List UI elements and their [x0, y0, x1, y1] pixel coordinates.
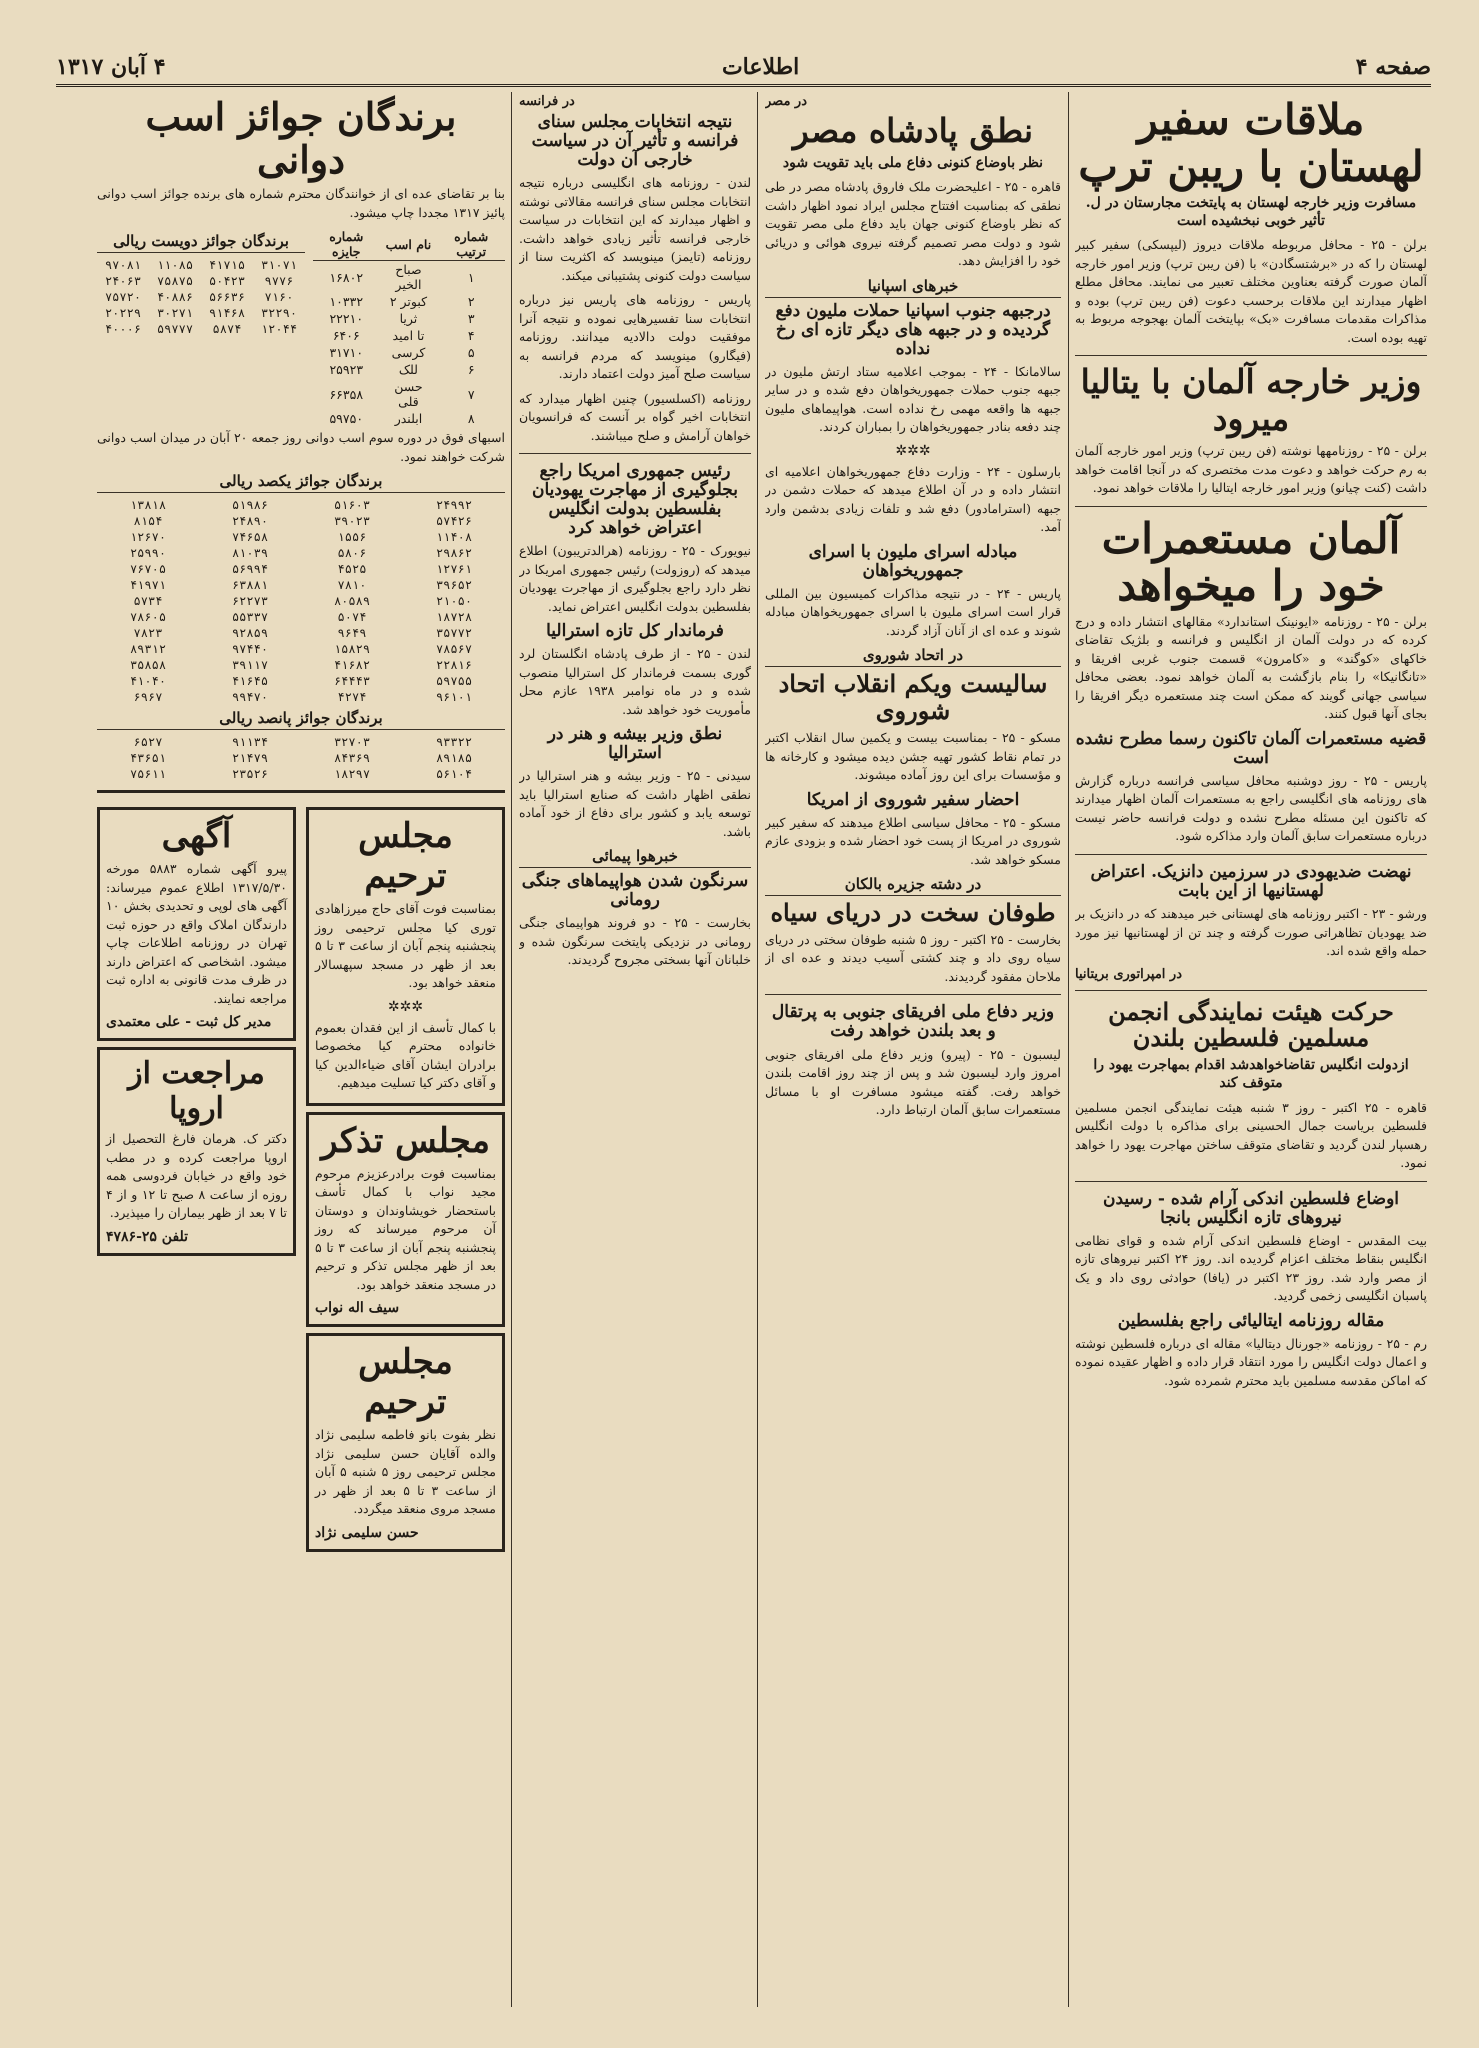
notice-return-from-europe — [97, 1047, 296, 1256]
ticket-number: ۳۵۸۵۸ — [129, 658, 167, 673]
notice-signature: حسن سلیمی نژاد — [315, 1524, 419, 1541]
ticket-number: ۹۶۴۹ — [337, 626, 367, 641]
ticket-number: ۱۳۸۱۸ — [129, 498, 167, 513]
horse-cell-no: ۸ — [467, 411, 475, 427]
horse-cell-horse: تا امید — [392, 328, 425, 344]
table-row — [97, 593, 505, 609]
article-body: قاهره - ۲۵ - اعلیحضرت ملک فاروق پادشاه مصر در طی نطقی که بمناسبت افتتاح مجلس ایراد نمود اظهار داشت که نظر باوضاع کنونی جهان باید دفاع ملی مصر تقویت شود و دولت مصر تصمیم گرفته نیروی هوائی و دریائی خود را افزایش دهد. — [765, 179, 1061, 269]
notice-body: بمناسبت فوت برادرعزیزم مرحوم مجید نواب با کمال تأسف باستحضار خویشاوندان و دوستان آن مرحوم میرساند که روز پنجشنبه پنجم آبان از ساعت ۳ تا ۵ بعد از ظهر مجلس تذکر و ترحیم در مسجد منعقد خواهد بود. — [315, 1165, 497, 1292]
table-row — [97, 545, 505, 561]
ticket-number: ۴۰۸۸۶ — [156, 290, 194, 305]
table-row — [97, 766, 505, 782]
ticket-number: ۷۵۷۲۰ — [104, 290, 142, 305]
column-lottery-notices — [97, 92, 505, 2007]
col-header-horse: نام اسب — [380, 228, 438, 261]
table-row — [313, 293, 505, 310]
horse-cell-horse: کرسی — [391, 345, 426, 361]
notice-signature: مدیر کل ثبت - علی معتمدی — [106, 1014, 272, 1031]
table-row — [97, 529, 505, 545]
ticket-number: ۱۸۲۹۷ — [333, 767, 371, 782]
table-row — [313, 310, 505, 327]
issue-date: ۴ آبان ۱۳۱۷ — [56, 54, 166, 80]
table-row — [97, 641, 505, 657]
headline-danzig: نهضت ضدیهودی در سرزمین دانزیک. اعتراض لهستانیها از این بابت — [1090, 861, 1412, 901]
article-body: پاریس - ۲۵ - روز دوشنبه محافل سیاسی فرانسه درباره گزارش های روزنامه های انگلیسی راجع به مستعمرات آلمان اظهار میدارند که تاکنون این مسئله مطرح نشده و دولت فرانسه حاضر نیست درباره مستعمرات سابق آلمان وارد مذاکره شود. — [1075, 772, 1427, 844]
ticket-number: ۵۱۶۰۳ — [333, 498, 371, 513]
dek-palestine-delegation: ازدولت انگلیس تقاضاخواهدشد اقدام بمهاجرت یهود را متوقف کند — [1093, 1057, 1409, 1092]
ticket-number: ۱۲۷۶۱ — [435, 562, 473, 577]
paper-name: اطلاعات — [721, 54, 800, 80]
ticket-number: ۵۹۷۷۷ — [156, 322, 194, 337]
ticket-number: ۵۶۹۹۴ — [231, 562, 269, 577]
ticket-number: ۵۵۳۳۷ — [231, 610, 269, 625]
table-row — [313, 261, 505, 294]
ticket-number: ۷۸۲۳ — [133, 626, 163, 641]
article-body: مسکو - ۲۵ - بمناسبت بیست و یکمین سال انقلاب اکتبر در تمام نقاط کشور تهیه جشن دیده میشود و کارخانه ها و مؤسسات برای این روز آماده میشوند. — [765, 730, 1061, 783]
notice-title: مجلس تذکر — [321, 1120, 490, 1161]
column-foreign-news — [1075, 92, 1427, 2007]
table-row — [97, 750, 505, 766]
ticket-number: ۴۰۰۰۶ — [104, 322, 142, 337]
notice-announcement — [97, 807, 296, 1041]
ticket-number: ۹۹۴۷۰ — [231, 690, 269, 705]
headline-soviet-anniversary: سالیست ویکم انقلاب اتحاد شوروی — [778, 669, 1048, 726]
section-aviation: خبرهوا پیمائی — [519, 847, 751, 868]
divider — [519, 453, 751, 454]
column-rule — [757, 92, 758, 2007]
page-number: صفحه ۴ — [1355, 54, 1431, 80]
ticket-number: ۶۹۶۷ — [133, 690, 163, 705]
ticket-number: ۳۰۲۷۱ — [156, 306, 194, 321]
ticket-number: ۱۸۷۲۸ — [435, 610, 473, 625]
article-body: بخارست - ۲۵ اکتبر - روز ۵ شنبه طوفان سختی در دریای سیاه روی داد و چند کشتی آسیب دیدند و عده ای از ملاحان مفقود گردیدند. — [765, 931, 1061, 984]
ticket-number: ۹۱۴۶۸ — [208, 306, 246, 321]
ticket-number: ۱۲۰۴۴ — [260, 322, 298, 337]
horse-cell-no: ۶ — [467, 362, 475, 378]
notice-remembrance — [306, 1112, 505, 1328]
table-row — [97, 273, 305, 289]
ornament: ✲✲✲ — [387, 998, 424, 1015]
headline-egypt-king: نطق پادشاه مصر — [792, 111, 1034, 150]
notice-title: مراجعت از اروپا — [128, 1056, 265, 1127]
ticket-number: ۷۵۶۱۱ — [129, 767, 167, 782]
ticket-number: ۲۹۸۶۲ — [435, 546, 473, 561]
horse-cell-horse: للک — [398, 362, 418, 378]
ticket-number: ۹۲۸۵۹ — [231, 626, 269, 641]
headline-australia-governor: فرماندار کل تازه استرالیا — [546, 621, 724, 642]
article-body: پاریس - ۲۴ - در نتیجه مذاکرات کمیسیون بین المللی قرار است اسرای ملیون با اسرای جمهوریخواهان مبادله شوند و عده ای از آنان آزاد گردند. — [765, 585, 1061, 638]
horse-cell-no: ۵ — [467, 345, 475, 361]
divider — [97, 790, 505, 793]
ticket-number: ۹۱۱۳۴ — [231, 735, 269, 750]
ticket-number: ۴۱۹۷۱ — [129, 578, 167, 593]
ticket-number: ۹۷۴۴۰ — [231, 642, 269, 657]
ticket-number: ۳۹۶۵۲ — [435, 578, 473, 593]
table-row — [97, 609, 505, 625]
ornament: ✲✲✲ — [895, 442, 931, 459]
masthead — [56, 50, 1431, 87]
headline-soviet-ambassador: احضار سفیر شوروی از امریکا — [806, 789, 1020, 810]
table-row — [313, 327, 505, 344]
table-row — [97, 257, 305, 273]
table-row — [97, 305, 305, 321]
table-row — [97, 657, 505, 673]
table-row — [97, 321, 305, 337]
prize-100-table — [97, 497, 505, 705]
article-body: بخارست - ۲۵ - دو فروند هواپیمای جنگی رومانی در نزدیکی پایتخت سرنگون شده و خلبانان آنها بسختی مجروح گردیدند. — [519, 915, 751, 968]
ticket-number: ۲۴۸۹۰ — [231, 514, 269, 529]
horse-cell-no: ۲ — [467, 294, 475, 310]
horse-cell-ticket: ۱۶۸۰۲ — [329, 269, 364, 285]
ticket-number: ۲۱۰۵۰ — [435, 594, 473, 609]
headline-south-africa-minister: وزیر دفاع ملی افریقای جنوبی به پرتقال و بعد بلندن خواهد رفت — [771, 1002, 1055, 1042]
horse-cell-ticket: ۶۴۰۶ — [332, 328, 360, 344]
ticket-number: ۲۵۹۹۰ — [129, 546, 167, 561]
ticket-number: ۱۲۶۷۰ — [129, 530, 167, 545]
ticket-number: ۸۴۳۶۹ — [333, 751, 371, 766]
headline-german-colonies: آلمان مستعمرات خود را میخواهد — [1101, 513, 1401, 610]
ticket-number: ۷۱۶۰ — [264, 290, 294, 305]
ticket-number: ۸۹۳۱۲ — [129, 642, 167, 657]
ticket-number: ۳۹۰۲۳ — [333, 514, 371, 529]
column-rule — [511, 92, 512, 2007]
table-row — [97, 497, 505, 513]
table-row — [97, 513, 505, 529]
article-body: بارسلون - ۲۴ - وزارت دفاع جمهوریخواهان اعلامیه ای انتشار داده و در آن اطلاع میدهد که حملات دشمن در جبهه (استرامادور) دفع شد و تلفات زیادی بدشمن وارد آمد. — [765, 463, 1061, 535]
ticket-number: ۵۶۱۰۴ — [435, 767, 473, 782]
col-header-ticket: شماره جایزه — [313, 228, 380, 261]
article-body: نیویورک - ۲۵ - روزنامه (هرالدتریبون) اطلاع میدهد که (روزولت) رئیس جمهوری امریکا در نظر دارد راجع بجلوگیری از مهاجرت یهودیان بفلسطین بدولت انگلیس اعتراض نماید. — [519, 543, 751, 614]
ticket-number: ۴۱۰۴۰ — [129, 674, 167, 689]
notice-signature: تلفن ۲۵-۴۷۸۶ — [106, 1228, 189, 1245]
ticket-number: ۵۷۴۲۶ — [435, 514, 473, 529]
table-row — [313, 378, 505, 410]
horse-cell-ticket: ۵۹۷۵۰ — [329, 411, 364, 427]
dek-polish-ambassador: مسافرت وزیر خارجه لهستان به پایتخت مجارستان در ل. تأثیر خوبی نبخشیده است — [1085, 195, 1417, 230]
horse-cell-ticket: ۲۵۹۲۳ — [329, 362, 364, 378]
ticket-number: ۴۱۶۴۵ — [231, 674, 269, 689]
ticket-number: ۵۷۳۴ — [133, 594, 163, 609]
table-row — [97, 561, 505, 577]
prize-100-title: برندگان جوائز یکصد ریالی — [97, 472, 505, 493]
table-row — [97, 577, 505, 593]
ticket-number: ۲۱۴۷۹ — [231, 751, 269, 766]
article-body: برلن - ۲۵ - روزنامه «ایونینک استاندارد» مقالهای انتشار داده و درج کرده که در دولت آلمان از انگلیس و فرانسه و بلژیک تقاضای خاکهای «کوگند» و «کامرون» قسمت جنوب غربی افریقا و «تانگانیکا» را بنام بازگشت به آلمان خواهد نمود. بعضی محافل سیاسی جهانی گویند که ممکن است چند مستعمره دیگر افریقا را بجای آنها قبول کنند. — [1075, 613, 1427, 722]
article-body: لندن - روزنامه های انگلیسی درباره نتیجه انتخابات مجلس سنای فرانسه مقالاتی نوشته و اظهار میدارند که این انتخابات در سیاست خارجی فرانسه تأثیر زیادی خواهد داشت. روزنامه (تایمز) مینویسد که اکثریت سنا از سیاست دولت کنونی پشتیبانی میکند. — [519, 175, 751, 283]
notice-body: نظر بفوت بانو فاطمه سلیمی نژاد والده آقایان حسن سلیمی نژاد مجلس ترحیمی روز ۵ شنبه ۵ آبان از ساعت ۳ تا ۵ بعد از ظهر در مسجد مروی منعقد میگردد. — [315, 1427, 496, 1517]
ticket-number: ۵۶۶۳۶ — [208, 290, 246, 305]
table-row — [97, 689, 505, 705]
notice-title: مجلس ترحیم — [358, 1342, 453, 1423]
article-body: سالامانکا - ۲۴ - بموجب اعلامیه ستاد ارتش ملیون در جبهه جنوب حملات جمهوریخواهان دفع شده و در سایر جبهه ها واقعه مهمی رخ نداده است. هواپیماهای ملیون چند دفعه بنادر جمهوریخواهان را بمباران کردند. — [765, 363, 1061, 435]
ticket-number: ۴۵۲۵ — [337, 562, 367, 577]
headline-palestine-delegation: حرکت هیئت نمایندگی انجمن مسلمین فلسطین بلندن — [1108, 996, 1394, 1053]
ticket-number: ۷۸۶۰۵ — [129, 610, 167, 625]
notice-body: با کمال تأسف از این فقدان بعموم خانواده محترم کیا مخصوصا برادران ایشان آقای ضیاءالدین کیا و آقای دکتر کیا تسلیت میدهیم. — [315, 1019, 496, 1091]
horse-cell-ticket: ۲۲۲۱۰ — [329, 311, 364, 327]
headline-prisoner-exchange: مبادله اسرای ملیون با اسرای جمهوریخواهان — [808, 541, 1018, 581]
notice-title: مجلس ترحیم — [358, 816, 453, 897]
ticket-number: ۷۸۵۶۷ — [435, 642, 473, 657]
table-row — [313, 361, 505, 378]
lottery-intro: بنا بر تقاضای عده ای از خوانندگان محترم شماره های برنده جوائز اسب دوانی پائیز ۱۳۱۷ مجددا چاپ میشود. — [97, 186, 505, 220]
ticket-number: ۲۴۰۶۳ — [104, 274, 142, 289]
article-body: لیسبون - ۲۵ - (پیرو) وزیر دفاع ملی افریقای جنوبی امروز وارد لیسبون شد و پس از چند روز اقامت بلندن خواهد رفت. گفته میشود مسافرت او با مسائل مستعمرات سابق آلمان ارتباط دارد. — [765, 1046, 1061, 1118]
ticket-number: ۱۵۸۲۹ — [333, 642, 371, 657]
column-egypt-spain — [765, 92, 1061, 2007]
ticket-number: ۳۵۷۷۲ — [435, 626, 473, 641]
ticket-number: ۸۰۵۸۹ — [333, 594, 371, 609]
ticket-number: ۵۸۷۴ — [212, 322, 242, 337]
prize-500-title: برندگان جوائز پانصد ریالی — [97, 709, 505, 730]
ticket-number: ۳۲۷۰۳ — [333, 735, 371, 750]
ticket-number: ۴۲۷۴ — [337, 690, 367, 705]
notice-signature: سیف اله نواب — [315, 1300, 400, 1317]
horse-cell-ticket: ۱۰۳۳۲ — [329, 294, 364, 310]
article-body: رم - ۲۵ - روزنامه «جورنال دیتالیا» مقاله ای درباره فلسطین نوشته و اعمال دولت انگلیس را مورد انتقاد قرار داده و اظهار عقیده نموده که اماکن مقدسه مسلمین باید محترم شمرده شود. — [1075, 1335, 1427, 1388]
ticket-number: ۳۹۱۱۷ — [231, 658, 269, 673]
ticket-number: ۶۵۲۷ — [133, 735, 163, 750]
section-spain: خبرهای اسپانیا — [765, 277, 1061, 298]
headline-black-sea-storm: طوفان سخت در دریای سیاه — [770, 898, 1056, 928]
table-row — [97, 625, 505, 641]
notice-body: بمناسبت فوت آقای حاج میرزاهادی توری کیا مجلس ترحیمی روز پنجشنبه پنجم آبان از ساعت ۳ تا ۵ بعد از ظهر در مسجد سپهسالار منعقد خواهد بود. — [315, 901, 497, 991]
ticket-number: ۹۳۳۲۲ — [435, 735, 473, 750]
ticket-number: ۱۱۰۸۵ — [156, 258, 194, 273]
article-body: پاریس - روزنامه های پاریس نیز درباره انتخابات سنا تفسیرهایی نموده و نتیجه آنرا موفقیت دولت دالادیه میدانند. روزنامه (فیگارو) مینویسد که مردم فرانسه به سیاست صلح آمیز دولت اعتماد دارند. — [519, 292, 751, 382]
ticket-number: ۸۱۰۳۹ — [231, 546, 269, 561]
prize-200-title: برندگان جوائز دویست ریالی — [97, 232, 305, 253]
table-row — [97, 734, 505, 750]
ticket-number: ۲۳۵۲۶ — [231, 767, 269, 782]
notice-body: دکتر ک. هرمان فارغ التحصیل از اروپا مراجعت کرده و در مطب خود واقع در خیابان فردوسی همه روزه از ساعت ۸ صبح تا ۱۲ و از ۴ تا ۷ بعد از ظهر بیماران را میپذیرد. — [106, 1131, 287, 1221]
ticket-number: ۴۱۶۸۲ — [333, 658, 371, 673]
ticket-number: ۲۰۲۲۹ — [104, 306, 142, 321]
section-balkans: در دشته جزیره بالکان — [765, 875, 1061, 896]
ticket-number: ۶۴۴۴۳ — [333, 674, 371, 689]
ticket-number: ۴۱۷۱۵ — [208, 258, 246, 273]
ticket-number: ۸۹۱۸۵ — [435, 751, 473, 766]
ticket-number: ۷۶۷۰۵ — [129, 562, 167, 577]
headline-palestine-calm: اوضاع فلسطین اندکی آرام شده - رسیدن نیروهای تازه انگلیس بانجا — [1102, 1188, 1400, 1228]
ticket-number: ۵۸۰۶ — [337, 546, 367, 561]
horse-cell-horse: ابلندر — [394, 411, 423, 427]
table-row — [97, 289, 305, 305]
headline-german-fm-italy: وزیر خارجه آلمان با یتالیا میرود — [1080, 362, 1422, 439]
divider — [1075, 355, 1427, 356]
ticket-number: ۲۲۸۱۶ — [435, 658, 473, 673]
horse-cell-no: ۷ — [467, 386, 475, 402]
ticket-number: ۷۸۱۰ — [337, 578, 367, 593]
ticket-number: ۵۰۴۲۳ — [208, 274, 246, 289]
section-soviet: در اتحاد شوروی — [765, 646, 1061, 667]
headline-polish-ambassador: ملاقات سفیر لهستان با ریبن ترپ — [1078, 95, 1424, 192]
table-row — [313, 344, 505, 361]
ticket-number: ۳۱۰۷۱ — [260, 258, 298, 273]
prize-500-table — [97, 734, 505, 782]
section-kicker: در مصر — [765, 94, 808, 109]
ticket-number: ۵۹۷۵۵ — [435, 674, 473, 689]
ticket-number: ۷۴۶۵۸ — [231, 530, 269, 545]
divider — [1075, 990, 1427, 991]
horse-cell-no: ۱ — [467, 269, 475, 285]
column-france — [519, 92, 751, 2007]
ticket-number: ۸۱۵۴ — [133, 514, 163, 529]
ticket-number: ۱۱۴۰۸ — [435, 530, 473, 545]
ticket-number: ۳۲۲۹۰ — [260, 306, 298, 321]
headline-italian-article: مقاله روزنامه ایتالیائی راجع بفلسطین — [1117, 1310, 1385, 1331]
article-body: قاهره - ۲۵ اکتبر - روز ۳ شنبه هیئت نمایندگی انجمن مسلمین فلسطین بریاست جمال الحسینی برای مذاکره با دولت انگلیس رهسپار لندن گردید و تقاضای متوقف ساختن مهاجرت یهود را خواهد نمود. — [1075, 1099, 1427, 1171]
horse-cell-horse: حسن قلی — [394, 379, 423, 410]
headline-australia-minister: نطق وزیر بیشه و هنر در استرالیا — [547, 724, 723, 764]
article-body: ورشو - ۲۳ - اکتبر روزنامه های لهستانی خبر میدهند که در دانزیک بر ضد یهودیان تظاهراتی صورت گرفته و چند تن از لهستانیها نیز مورد حمله واقع شده اند. — [1075, 906, 1427, 959]
section-kicker: در امپراتوری بریتانیا — [1075, 966, 1182, 982]
headline-spain-front: درجبهه جنوب اسپانیا حملات ملیون دفع گردیده و در جبهه های دیگر تازه ای رخ نداده — [775, 300, 1051, 359]
section-kicker: در فرانسه — [519, 94, 575, 109]
notice-title: آگهی — [161, 816, 232, 857]
subhead-colonies: قضیه مستعمرات آلمان تاکنون رسما مطرح نشده است — [1075, 728, 1427, 768]
table-row — [313, 410, 505, 427]
dek-egypt-king: نظر باوضاع کنونی دفاع ملی باید تقویت شود — [782, 154, 1044, 171]
article-body: بیت المقدس - اوضاع فلسطین اندکی آرام شده و قوای نظامی انگلیس بنقاط مختلف اعزام گردیده اند. روز ۲۴ اکتبر نیروهای تازه از مصر وارد شد. روز ۲۳ اکتبر در (یافا) حوادثی روی داد و یک پاسبان انگلیسی زخمی گردید. — [1075, 1232, 1427, 1304]
horse-cell-horse: صباح الخیر — [395, 262, 422, 293]
col-header-number: شماره ترتیب — [437, 228, 505, 261]
horse-cell-no: ۳ — [467, 311, 475, 327]
ticket-number: ۹۷۰۸۱ — [104, 258, 142, 273]
ticket-number: ۵۱۹۸۶ — [231, 498, 269, 513]
article-body: لندن - ۲۵ - از طرف پادشاه انگلستان لرد گوری بسمت فرماندار کل استرالیا منصوب شده و در ماه نوامبر ۱۹۳۸ عازم محل مأموریت خود خواهد شد. — [519, 646, 751, 717]
headline-roosevelt-protest: رئیس جمهوری امریکا راجع بجلوگیری از مهاجرت یهودیان بفلسطین بدولت انگلیس اعتراض خواهد کرد — [531, 461, 739, 539]
divider — [1075, 506, 1427, 507]
ticket-number: ۴۳۶۵۱ — [129, 751, 167, 766]
divider — [765, 994, 1061, 995]
horse-table — [313, 228, 505, 427]
ticket-number: ۶۳۸۸۱ — [231, 578, 269, 593]
horse-note: اسبهای فوق در دوره سوم اسب دوانی روز جمعه ۲۰ آبان در میدان اسب دوانی شرکت خواهند نمود. — [97, 430, 505, 464]
prize-200-table — [97, 257, 305, 337]
notice-memorial-1 — [306, 807, 505, 1106]
horse-cell-horse: کبوتر ۲ — [389, 294, 428, 310]
notice-memorial-2 — [306, 1333, 505, 1552]
headline-french-senate: نتیجه انتخابات مجلس سنای فرانسه و تأثیر آن در سیاست خارجی آن دولت — [531, 112, 739, 171]
ticket-number: ۶۲۲۷۳ — [231, 594, 269, 609]
ticket-number: ۹۷۷۶ — [264, 274, 294, 289]
horse-cell-horse: ثریا — [399, 311, 418, 327]
article-body: برلن - ۲۵ - محافل مربوطه ملاقات دیروز (لیپسکی) سفیر کبیر لهستان را که در «برشتسگادن» با (فن ریبن ترپ) وزیر امور خارجه آلمان صورت گرفته بعناوین مختلف تعبیر می نمایند. محافل مطلع اظهار میدارند این ملاقات برحسب دعوت (فن ریبن ترپ) بوده و مذاکرات مقدمات مسافرت «بک» بپایتخت آلمان بهجوجه مربوط به تهیه بوده است. — [1075, 237, 1427, 345]
column-rule — [1068, 92, 1069, 2007]
notice-body: پیرو آگهی شماره ۵۸۸۳ مورخه ۱۳۱۷/۵/۳۰ اطلاع عموم میرساند: آگهی های لوپی و تحدیدی بخش ۱۰ دارندگان املاک واقع در حوزه ثبت تهران در روزنامه اطلاعات چاپ میشود. اشخاصی که اعتراض دارند در ظرف مدت قانونی به اداره ثبت مراجعه نمایند. — [106, 861, 287, 1006]
horse-cell-ticket: ۳۱۷۱۰ — [329, 345, 364, 361]
article-body: مسکو - ۲۵ - محافل سیاسی اطلاع میدهند که سفیر کبیر شوروی در امریکا از پست خود احضار شده و بزودی عازم مسکو خواهد شد. — [765, 814, 1061, 867]
table-row — [97, 673, 505, 689]
article-body: برلن - ۲۵ - روزنامهها نوشته (فن ریبن ترپ) وزیر امور خارجه آلمان به رم حرکت خواهد و دعوت مدت مختصری که در آنجا اقامت خواهد داشت (کنت چیانو) وزیر امور خارجه ایتالیا را ملاقات خواهد نمود. — [1075, 443, 1427, 496]
divider — [1075, 854, 1427, 855]
horse-cell-ticket: ۶۶۳۵۸ — [329, 386, 364, 402]
ticket-number: ۷۵۸۷۵ — [156, 274, 194, 289]
divider — [1075, 1181, 1427, 1182]
horse-cell-no: ۴ — [467, 328, 475, 344]
headline-horse-race-winners: برندگان جوائز اسب دوانی — [145, 94, 457, 182]
headline-romania-planes: سرنگون شدن هواپیماهای جنگی رومانی — [521, 871, 749, 911]
ticket-number: ۹۶۱۰۱ — [435, 690, 473, 705]
article-body: سیدنی - ۲۵ - وزیر بیشه و هنر استرالیا در نطقی اظهار داشت که صنایع استرالیا باید توسعه یابد و کشور برای دفاع از خود آماده باشد. — [519, 768, 751, 839]
ticket-number: ۱۵۵۶ — [337, 530, 367, 545]
ticket-number: ۵۰۷۴ — [337, 610, 367, 625]
article-body: روزنامه (اکسلسیور) چنین اظهار میدارد که انتخابات اخیر گواه بر آنست که فرانسویان خواهان آرامش و صلح میباشند. — [519, 390, 751, 443]
ticket-number: ۲۴۹۹۲ — [435, 498, 473, 513]
